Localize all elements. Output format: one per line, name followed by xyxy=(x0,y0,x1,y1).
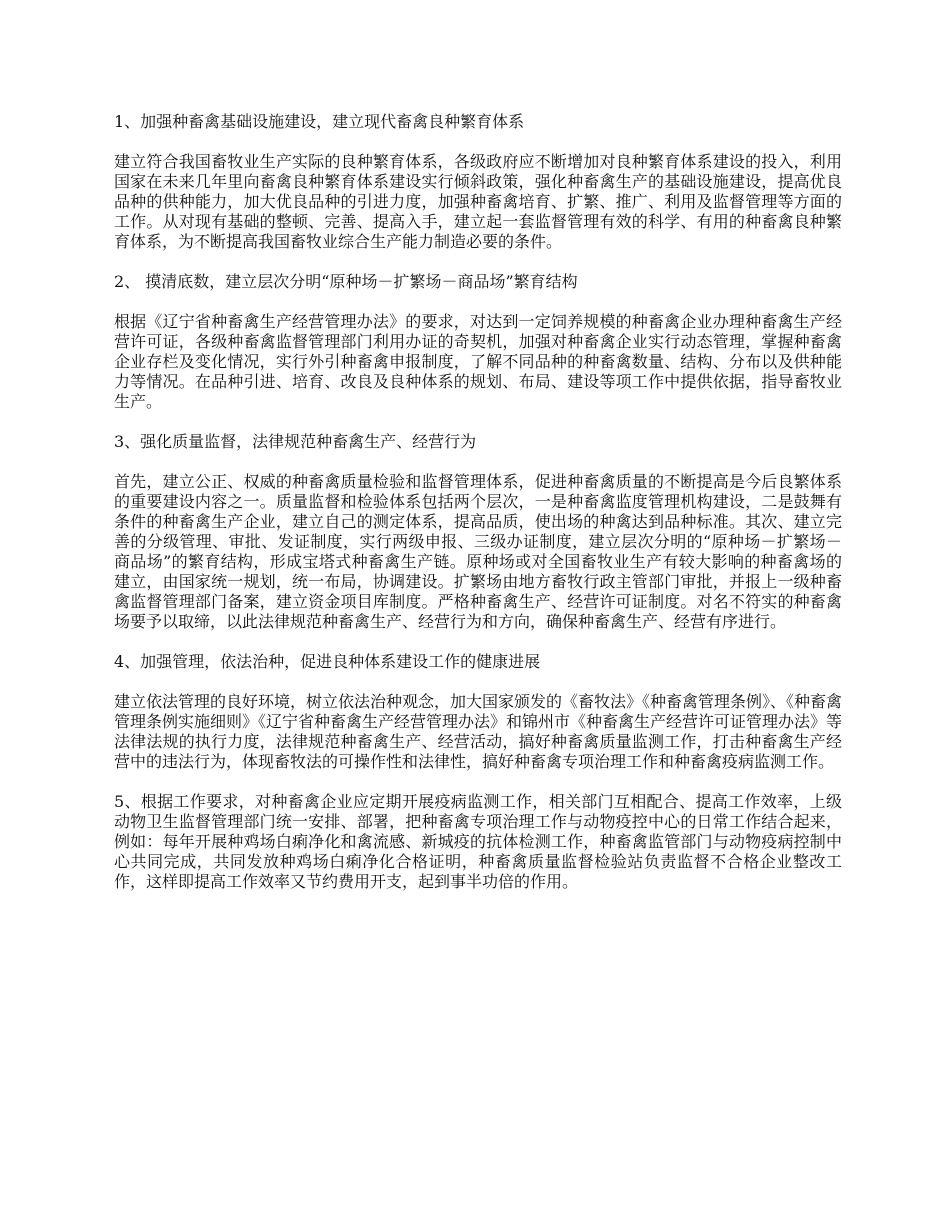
section-4-paragraph: 建立依法管理的良好环境，树立依法治种观念，加大国家颁发的《畜牧法》《种畜禽管理条例》、《种畜禽管理条例实施细则》《辽宁省种畜禽生产经营管理办法》和锦州市《种畜禽生产经营许可证管理办法》等法律法规的执行力度，法律规范种畜禽生产、经营活动，搞好种畜禽质量监测工作，打击种畜禽生产经营中的违法行为，体现畜牧法的可操作性和法律性，搞好种畜禽专项治理工作和种畜禽疫病监测工作。 xyxy=(114,692,843,771)
section-2-heading: 2、 摸清底数，建立层次分明“原种场－扩繁场－商品场”繁育结构 xyxy=(114,272,578,291)
section-4-heading: 4、加强管理，依法治种，促进良种体系建设工作的健康进展 xyxy=(114,652,541,671)
section-3-paragraph: 首先，建立公正、权威的种畜禽质量检验和监督管理体系，促进种畜禽质量的不断提高是今后良繁体系的重要建设内容之一。质量监督和检验体系包括两个层次，一是种畜禽监度管理机构建设，二是鼓舞有条件的种畜禽生产企业，建立自己的测定体系，提高品质，使出场的种禽达到品种标准。其次、建立完善的分级管理、审批、发证制度，实行两级申报、三级办证制度，建立层次分明的“原种场－扩繁场－商品场”的繁育结构，形成宝塔式种畜禽生产链。原种场或对全国畜牧业生产有较大影响的种畜禽场的建立，由国家统一规划，统一布局，协调建设。扩繁场由地方畜牧行政主管部门审批，并报上一级种畜禽监督管理部门备案，建立资金项目库制度。严格种畜禽生产、经营许可证制度。对名不符实的种畜禽场要予以取缔，以此法律规范种畜禽生产、经营行为和方向，确保种畜禽生产、经营有序进行。 xyxy=(114,472,842,631)
section-3-heading: 3、强化质量监督，法律规范种畜禽生产、经营行为 xyxy=(114,432,477,451)
section-1-paragraph: 建立符合我国畜牧业生产实际的良种繁育体系，各级政府应不断增加对良种繁育体系建设的投入，利用国家在未来几年里向畜禽良种繁育体系建设实行倾斜政策，强化种畜禽生产的基础设施建设，提高优良品种的供种能力，加大优良品种的引进力度，加强种畜禽培育、扩繁、推广、利用及监督管理等方面的工作。从对现有基础的整顿、完善、提高入手，建立起一套监督管理有效的科学、有用的种畜禽良种繁育体系，为不断提高我国畜牧业综合生产能力制造必要的条件。 xyxy=(114,152,842,251)
section-5-paragraph: 5、根据工作要求，对种畜禽企业应定期开展疫病监测工作，相关部门互相配合、提高工作效率，上级动物卫生监督管理部门统一安排、部署，把种畜禽专项治理工作与动物疫控中心的日常工作结合起来，例如：每年开展种鸡场白痢净化和禽流感、新城疫的抗体检测工作，种畜禽监管部门与动物疫病控制中心共同完成，共同发放种鸡场白痢净化合格证明，种畜禽质量监督检验站负责监督不合格企业整改工作，这样即提高工作效率又节约费用开支，起到事半功倍的作用。 xyxy=(114,792,842,891)
section-1-heading: 1、加强种畜禽基础设施建设，建立现代畜禽良种繁育体系 xyxy=(114,112,525,131)
document-page xyxy=(114,112,842,912)
section-2-paragraph: 根据《辽宁省种畜禽生产经营管理办法》的要求，对达到一定饲养规模的种畜禽企业办理种畜禽生产经营许可证，各级种畜禽监督管理部门利用办证的奇契机，加强对种畜禽企业实行动态管理，掌握种畜禽企业存栏及变化情况，实行外引种畜禽申报制度，了解不同品种的种畜禽数量、结构、分布以及供种能力等情况。在品种引进、培育、改良及良种体系的规划、布局、建设等项工作中提供依据，指导畜牧业生产。 xyxy=(114,312,842,411)
